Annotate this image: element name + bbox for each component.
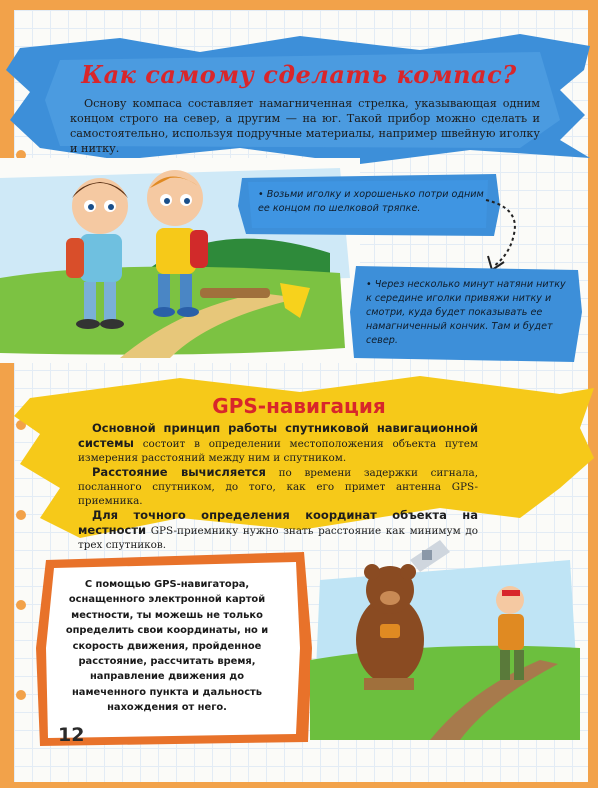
hunter-figure xyxy=(496,586,524,680)
gps-p2-bold: Расстояние вычисляется xyxy=(92,465,266,479)
tip2-body: Через несколько минут натяни нитку к середине иголки привяжи нитку и смотри, куда будет показывать ее намагниченный кончик. Там и будет север. xyxy=(366,279,566,346)
tip2-bullet: • xyxy=(366,279,372,290)
page-number: 12 xyxy=(58,724,85,746)
gps-paragraph xyxy=(78,421,478,465)
gps-p3-text: GPS-приемнику нужно знать расстояние как минимум до трех спутников. xyxy=(78,525,478,551)
tip1-body: Возьми иголку и хорошенько потри одним ее концом по шелковой тряпке. xyxy=(258,189,484,214)
gps-text xyxy=(78,421,478,552)
gps-card-text: С помощью GPS-навигатора, оснащенного электронной картой местности, ты можешь не только определить свои координаты, но и скорость движения, пройденное расстояние, рассчитать время, направление движения до намеченного пункта и дальность нахождения от него. xyxy=(65,579,269,714)
gps-p1-bold: Основной принцип работы спутниковой навигационной системы xyxy=(78,421,478,450)
bear-gps-illustration xyxy=(310,540,580,740)
gps-title: GPS-навигация xyxy=(212,394,386,418)
tip1-bullet: • xyxy=(258,189,264,200)
gps-p2-text: по времени задержки сигнала, посланного спутником, до того, как его примет антенна GPS-приемника. xyxy=(78,467,478,507)
gps-p1-text: состоит в определении местоположения объекта путем измерения расстояний между ним и спутником. xyxy=(78,438,478,464)
tip2-text xyxy=(366,278,572,348)
tip1-text xyxy=(258,188,486,216)
compass-intro: Основу компаса составляет намагниченная стрелка, указывающая одним концом строго на север, а другим — на юг. Такой прибор можно сделать и самостоятельно, используя подручные материалы, например швейную иголку и нитку. xyxy=(70,97,540,155)
gps-p3-bold: Для точного определения координат объекта на местности xyxy=(78,508,478,537)
compass-title: Как самому сделать компас? xyxy=(81,60,517,89)
gps-paragraph xyxy=(78,465,478,508)
